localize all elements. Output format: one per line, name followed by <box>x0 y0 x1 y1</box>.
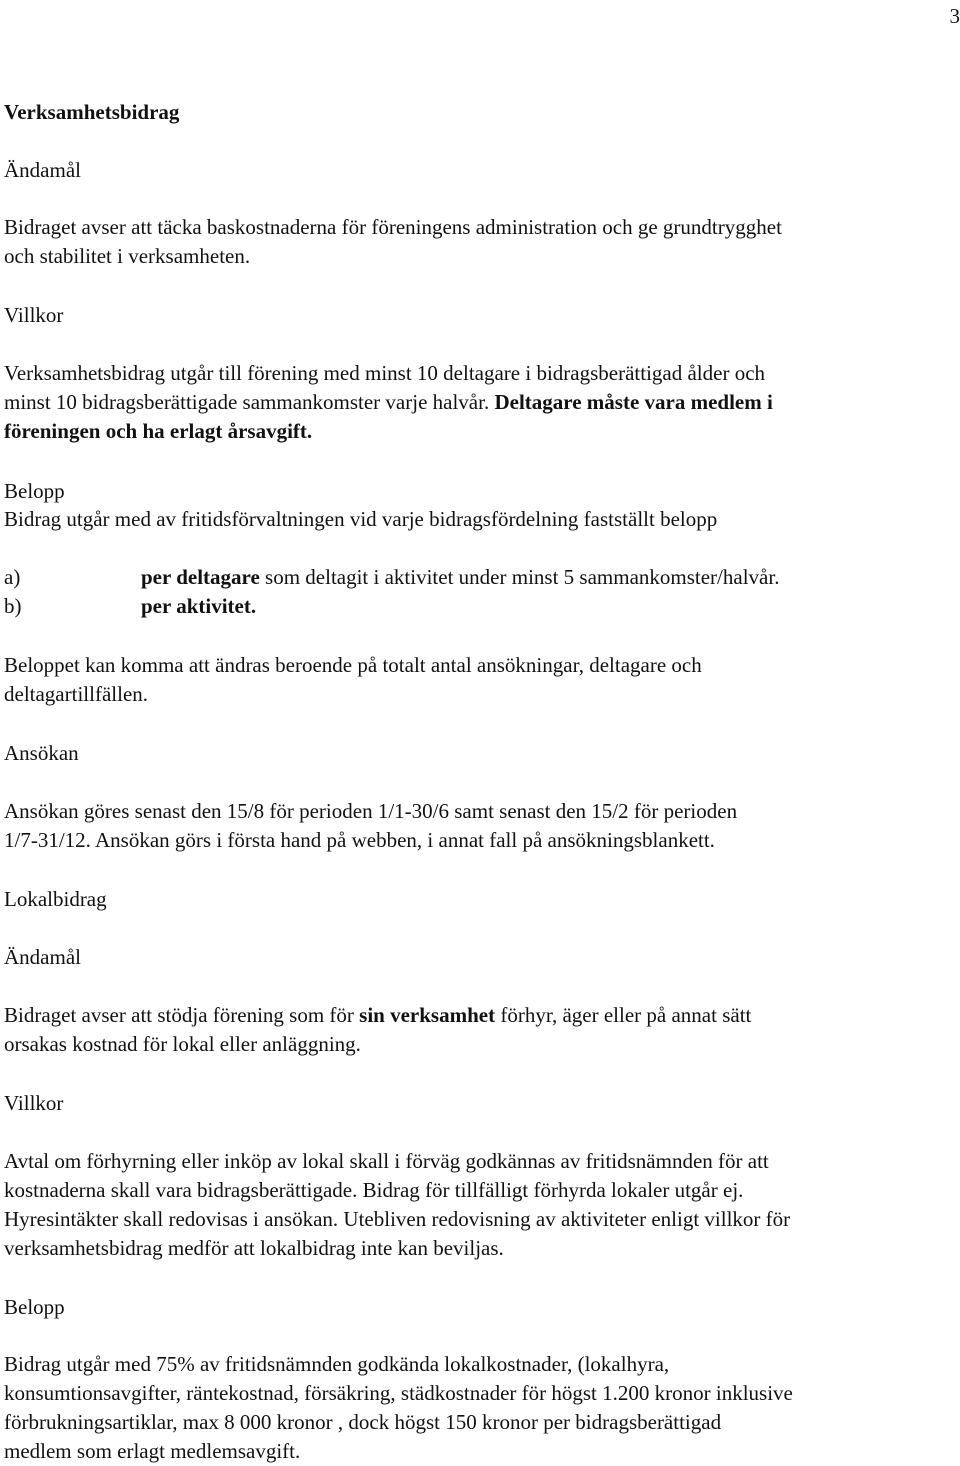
villkor-text-bold: Deltagare måste vara medlem i <box>494 390 773 414</box>
list-item-bold: per deltagare <box>141 565 260 589</box>
villkor-text-line: Hyresintäkter skall redovisas i ansökan. Utebliven redovisning av aktiviteter enligt villkor för <box>4 1207 791 1231</box>
subheading-andamal: Ändamål <box>4 945 81 969</box>
andamal-text-normal: Bidraget avser att stödja förening som för <box>4 1003 360 1027</box>
andamal-text-line: orsakas kostnad för lokal eller anläggning. <box>4 1032 361 1056</box>
list-label: b) <box>4 594 22 618</box>
page-number: 3 <box>949 4 960 28</box>
villkor-text-normal: minst 10 bidragsberättigade sammankomster varje halvår. <box>4 390 495 414</box>
beloppet-text-line: Beloppet kan komma att ändras beroende på totalt antal ansökningar, deltagare och <box>4 653 702 677</box>
list-item-bold: per aktivitet. <box>141 594 257 618</box>
andamal-text-line: och stabilitet i verksamheten. <box>4 244 251 268</box>
villkor-text-line <box>4 388 773 417</box>
list-item <box>4 592 256 621</box>
subheading-belopp: Belopp <box>4 479 65 503</box>
andamal-text-line: Bidraget avser att täcka baskostnaderna för föreningens administration och ge grundtrygghet <box>4 215 782 239</box>
belopp-text: Bidrag utgår med av fritidsförvaltningen vid varje bidragsfördelning fastställt belopp <box>4 507 718 531</box>
villkor-text-line: Verksamhetsbidrag utgår till förening med minst 10 deltagare i bidragsberättigad ålder och <box>4 361 766 385</box>
subheading-ansokan: Ansökan <box>4 741 79 765</box>
subheading-villkor: Villkor <box>4 303 64 327</box>
belopp-text-line: konsumtionsavgifter, räntekostnad, försäkring, städkostnader för högst 1.200 kronor inklusive <box>4 1381 793 1405</box>
list-item-text: som deltagit i aktivitet under minst 5 sammankomster/halvår. <box>259 565 780 589</box>
belopp-text-line: medlem som erlagt medlemsavgift. <box>4 1439 301 1463</box>
villkor-text-line: kostnaderna skall vara bidragsberättigade. Bidrag för tillfälligt förhyrda lokaler utgår ej. <box>4 1178 744 1202</box>
section-heading-verksamhetsbidrag: Verksamhetsbidrag <box>4 100 180 124</box>
ansokan-text-line: Ansökan göres senast den 15/8 för perioden 1/1-30/6 samt senast den 15/2 för perioden <box>4 799 738 823</box>
beloppet-text-line: deltagartillfällen. <box>4 682 149 706</box>
list-item <box>4 563 779 592</box>
subheading-villkor: Villkor <box>4 1091 64 1115</box>
section-heading-lokalbidrag: Lokalbidrag <box>4 887 107 911</box>
subheading-belopp: Belopp <box>4 1295 65 1319</box>
andamal-text-normal: förhyr, äger eller på annat sätt <box>495 1003 752 1027</box>
subheading-andamal: Ändamål <box>4 158 81 182</box>
list-label: a) <box>4 565 21 589</box>
villkor-text-line: verksamhetsbidrag medför att lokalbidrag inte kan beviljas. <box>4 1236 504 1260</box>
ansokan-text-line: 1/7-31/12. Ansökan görs i första hand på webben, i annat fall på ansökningsblankett. <box>4 828 715 852</box>
andamal-text-line <box>4 1001 751 1030</box>
belopp-text-line: förbrukningsartiklar, max 8 000 kronor , dock högst 150 kronor per bidragsberättigad <box>4 1410 722 1434</box>
belopp-text-line: Bidrag utgår med 75% av fritidsnämnden godkända lokalkostnader, (lokalhyra, <box>4 1352 670 1376</box>
villkor-text-line: Avtal om förhyrning eller inköp av lokal skall i förväg godkännas av fritidsnämnden för att <box>4 1149 769 1173</box>
andamal-text-bold: sin verksamhet <box>359 1003 496 1027</box>
villkor-text-bold-line: föreningen och ha erlagt årsavgift. <box>4 419 313 443</box>
